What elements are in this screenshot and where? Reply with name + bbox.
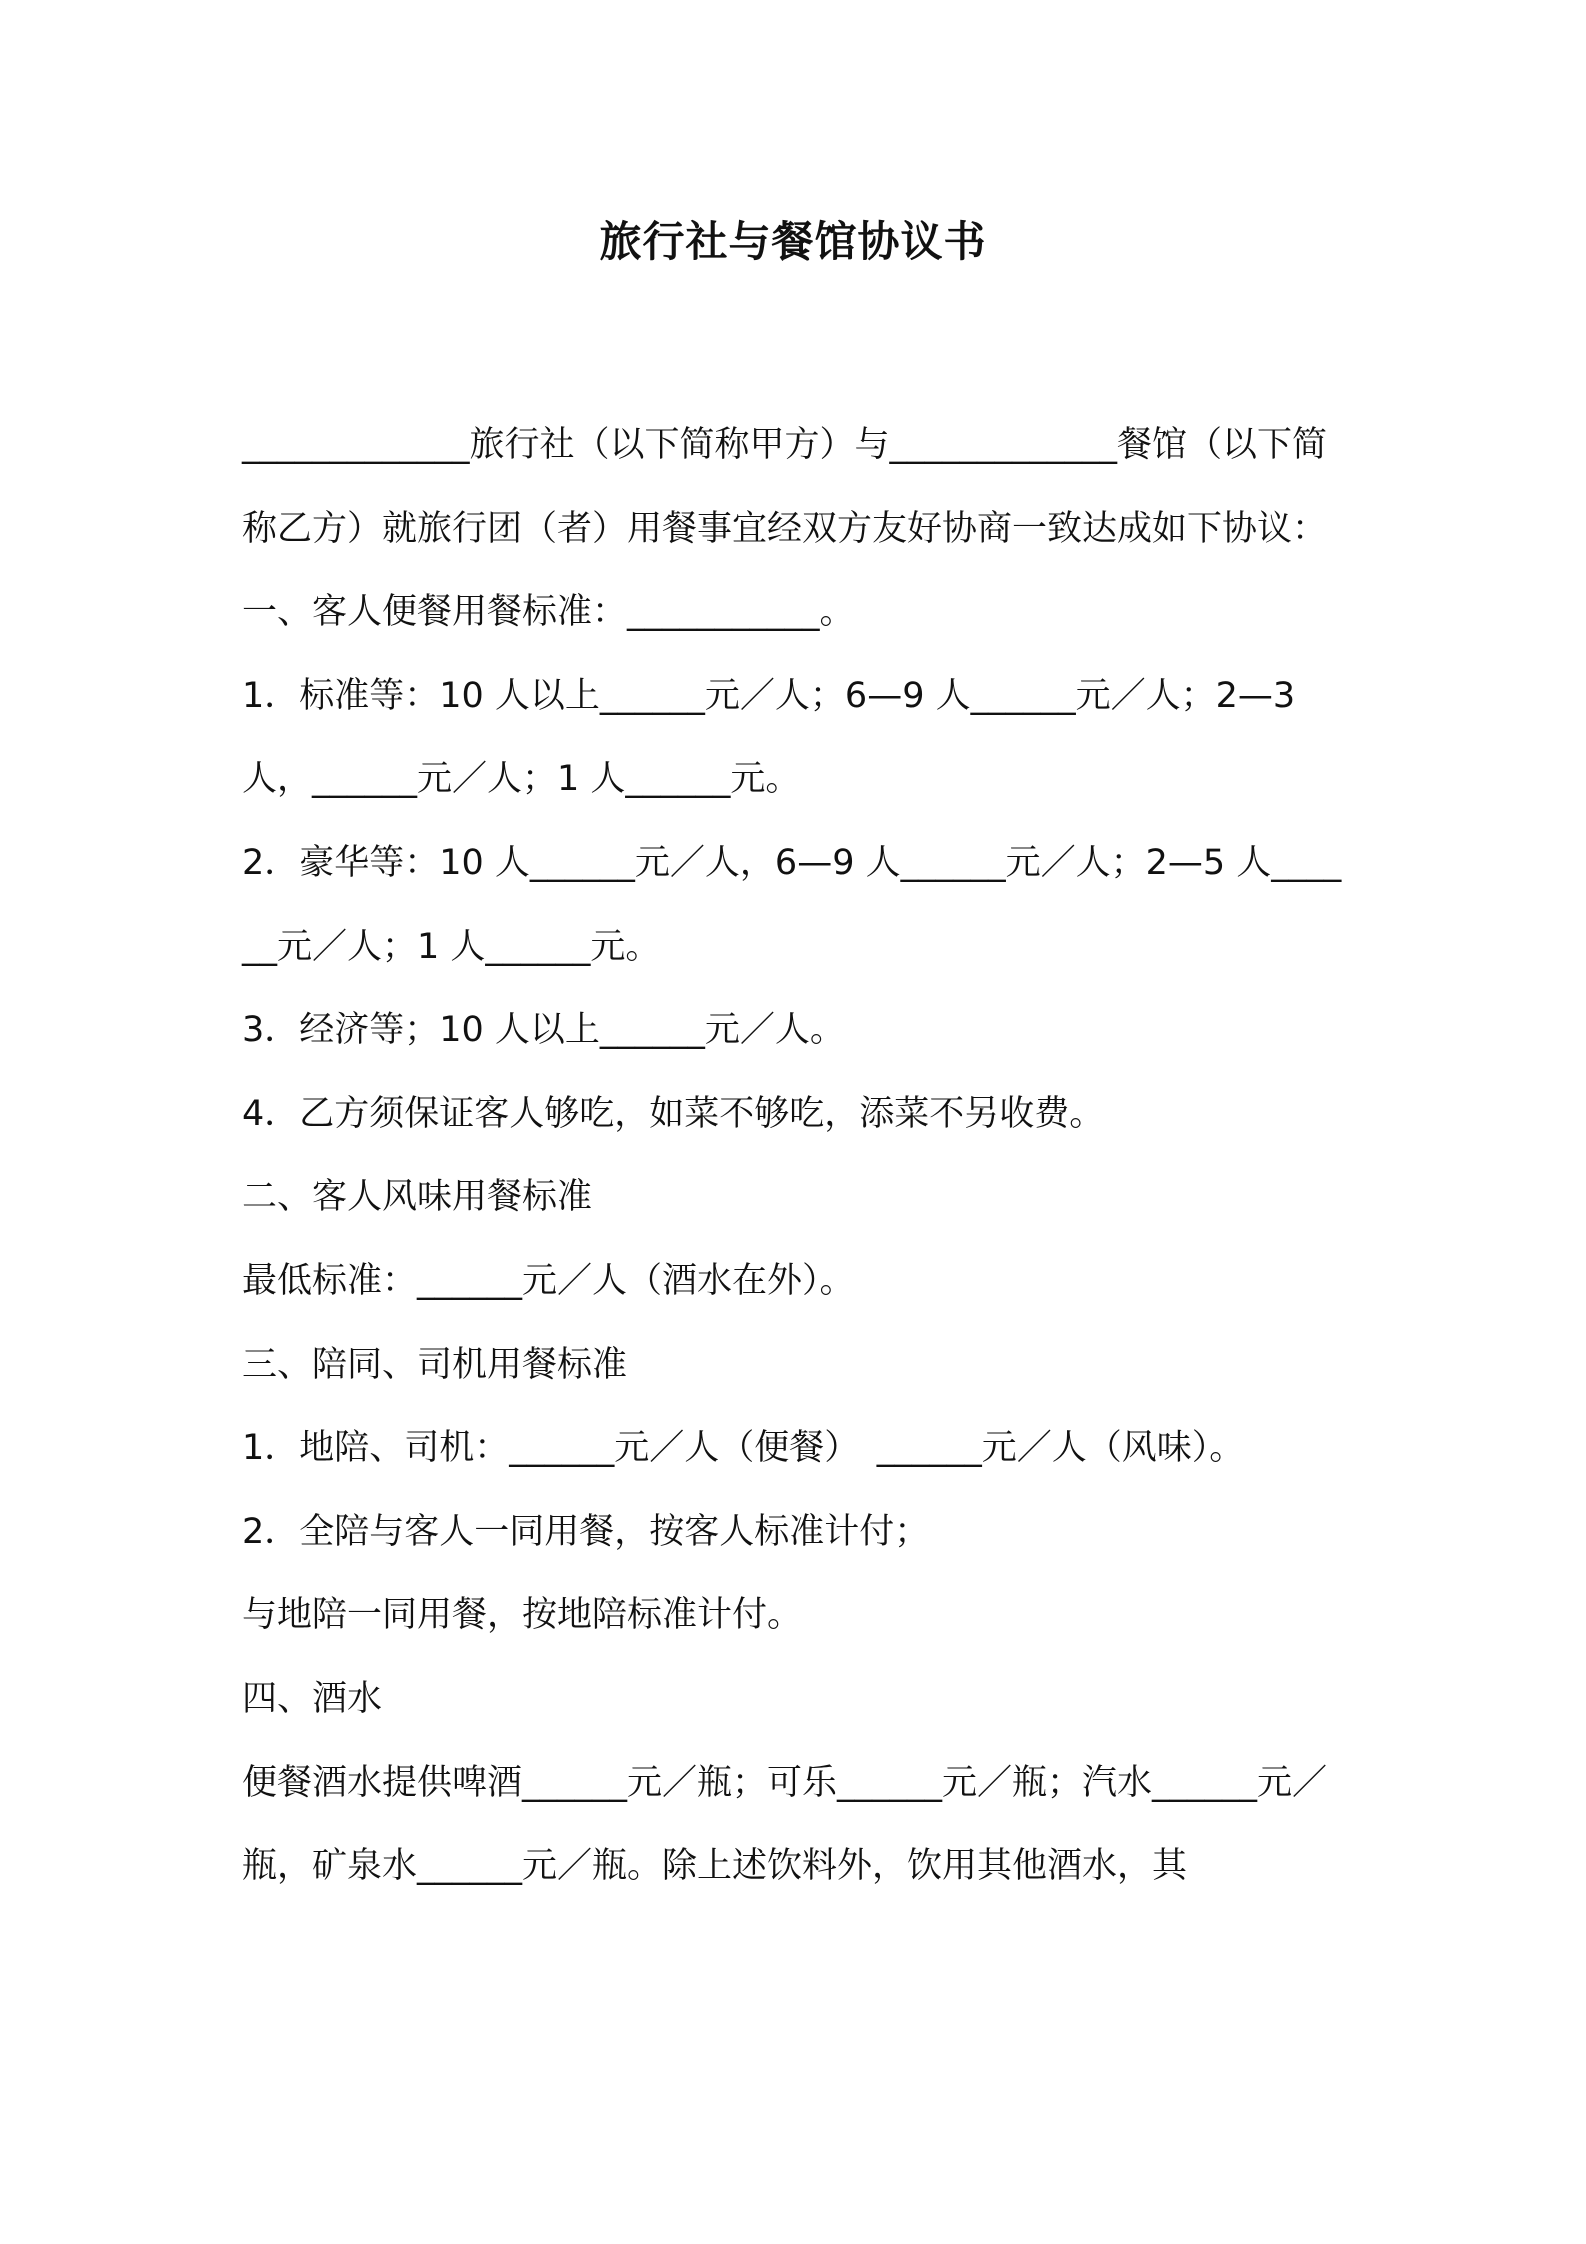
section-3-item-2: 2．全陪与客人一同用餐，按客人标准计付； [242,1511,930,1552]
section-4-drinks-paragraph: 便餐酒水提供啤酒______元／瓶；可乐______元／瓶；汽水______元／瓶，矿泉水______元／瓶。除上述饮料外，饮用其他酒水，其 [242,1762,1328,1887]
section-3-heading: 三、陪同、司机用餐标准 [242,1344,628,1385]
section-1-heading: 一、客人便餐用餐标准：___________。 [242,592,855,633]
section-4-heading: 四、酒水 [242,1678,383,1719]
section-3-item-1: 1．地陪、司机：______元／人（便餐） ______元／人（风味）。 [242,1428,1245,1469]
intro-paragraph: _____________旅行社（以下简称甲方）与_____________餐馆（以下简称乙方）就旅行团（者）用餐事宜经双方友好协商一致达成如下协议： [242,425,1328,549]
document-body [242,404,1354,1909]
section-2-minimum-standard: 最低标准：______元／人（酒水在外）。 [242,1260,855,1301]
section-1-item-2: 2．豪华等：10 人______元／人，6—9 人______元／人；2—5 人______元／人；1 人______元。 [242,842,1342,967]
section-1-item-4: 4．乙方须保证客人够吃，如菜不够吃，添菜不另收费。 [242,1093,1105,1134]
section-2-heading: 二、客人风味用餐标准 [242,1177,593,1218]
section-1-item-1: 1．标准等：10 人以上______元／人；6—9 人______元／人；2—3人，______元／人；1 人______元。 [242,675,1296,800]
document-title: 旅行社与餐馆协议书 [599,217,987,266]
section-1-item-3: 3．经济等；10 人以上______元／人。 [242,1010,845,1051]
section-3-item-2-continued: 与地陪一同用餐，按地陪标准计付。 [242,1595,803,1636]
